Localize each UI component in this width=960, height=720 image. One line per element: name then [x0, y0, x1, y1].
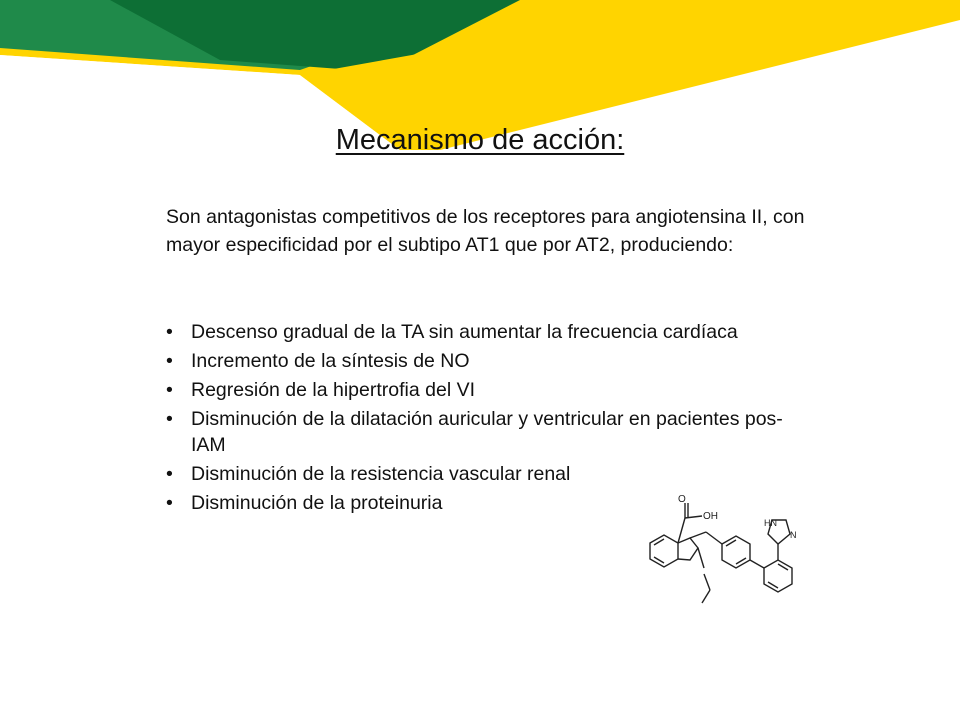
- list-item-text: Regresión de la hipertrofia del VI: [191, 379, 475, 401]
- list-item-text: Descenso gradual de la TA sin aumentar la frecuencia cardíaca: [191, 321, 738, 343]
- page-title: Mecanismo de acción:: [335, 124, 625, 156]
- candesartan-structure-icon: [640, 488, 810, 618]
- bullet-icon: •: [166, 321, 173, 343]
- svg-text:O: O: [678, 494, 686, 505]
- list-item: [166, 319, 786, 345]
- svg-text:OH: OH: [703, 511, 718, 522]
- list-item: [166, 406, 786, 458]
- bullet-icon: •: [166, 408, 173, 430]
- list-item-text: Incremento de la síntesis de NO: [191, 350, 470, 372]
- bullet-icon: •: [166, 379, 173, 401]
- list-item: [166, 348, 786, 374]
- bullet-icon: •: [166, 492, 173, 514]
- list-item-text: Disminución de la resistencia vascular renal: [191, 463, 571, 485]
- bullet-icon: •: [166, 463, 173, 485]
- svg-text:HN: HN: [764, 518, 777, 528]
- intro-paragraph: Son antagonistas competitivos de los receptores para angiotensina II, con mayor especificidad por el subtipo AT1 que por AT2, produciendo:: [166, 206, 805, 256]
- list-item-text: Disminución de la proteinuria: [191, 492, 443, 514]
- list-item: [166, 461, 786, 487]
- svg-text:N: N: [790, 530, 797, 540]
- list-item-text: Disminución de la dilatación auricular y ventricular en pacientes pos-IAM: [191, 408, 783, 456]
- list-item: [166, 377, 786, 403]
- bullet-icon: •: [166, 350, 173, 372]
